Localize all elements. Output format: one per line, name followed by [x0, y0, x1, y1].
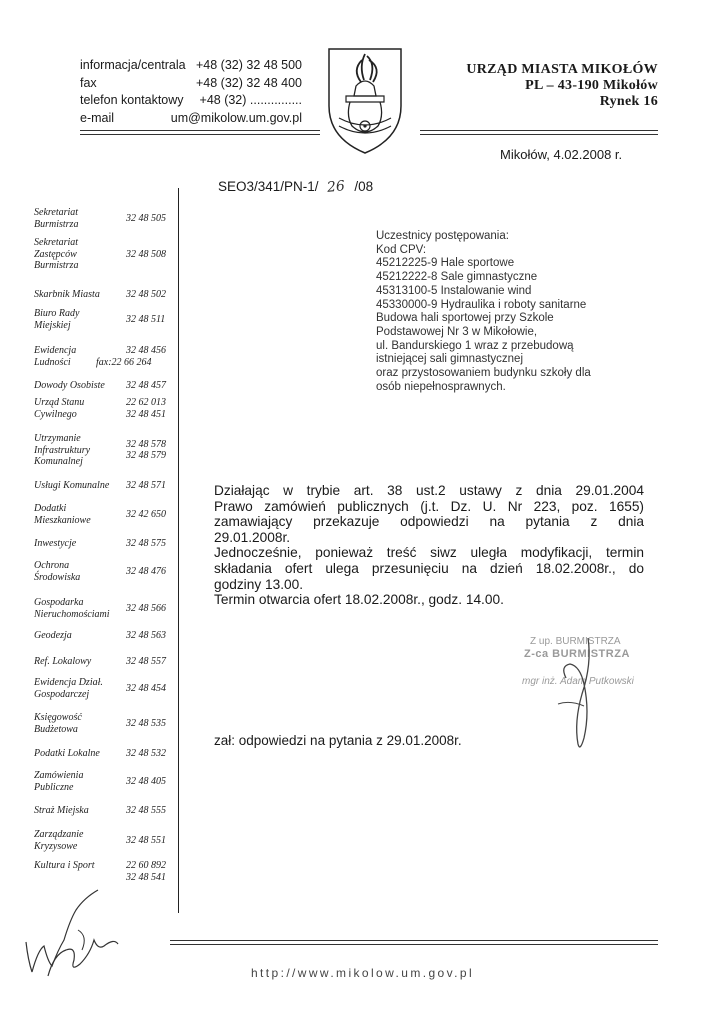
department-name-line: Sekretariat — [34, 237, 79, 248]
body-line: godziny 13.00. — [214, 576, 304, 592]
department-name-line: Sekretariat — [34, 207, 79, 218]
department-phone-line: 32 48 456 — [126, 345, 166, 356]
stamp-line: Z up. BURMISTRZA — [530, 636, 621, 647]
reference-handwritten-number: 26 — [325, 178, 346, 196]
department-name-line: Biuro Rady — [34, 308, 80, 319]
department-phone-line: 32 48 454 — [126, 682, 166, 694]
header-rule — [80, 130, 320, 131]
department-name — [34, 289, 126, 301]
department-name — [34, 712, 126, 735]
department-name-line: Usługi Komunalne — [34, 480, 110, 491]
department-name-line: Zarządzanie — [34, 829, 84, 840]
department-name — [34, 308, 126, 331]
department-phone — [126, 566, 166, 578]
department-phone — [126, 776, 166, 788]
department-name — [34, 860, 126, 872]
recipient-line: 45313100-5 Instalowanie wind — [376, 284, 532, 297]
contact-row — [80, 110, 320, 128]
department-name-line: Ludności — [34, 356, 71, 368]
recipient-line: istniejącej sali gimnastycznej — [376, 353, 524, 366]
body-line: Prawo zamówień publicznych (j.t. Dz. U. Nr 223, poz. 1655) — [214, 498, 644, 514]
department-phone — [126, 380, 166, 392]
department-name-line: Geodezja — [34, 630, 72, 641]
department-phone — [96, 345, 166, 368]
department-phone — [126, 439, 166, 462]
reference-prefix: SEO3/341/PN-1/ — [218, 179, 319, 194]
department-phone — [126, 249, 166, 261]
recipient-line: oraz przystosowaniem budynku szkoły dla — [376, 367, 591, 380]
department-phone — [126, 603, 166, 615]
department-name-line: Mieszkaniowe — [34, 514, 91, 526]
contact-block — [80, 57, 320, 127]
department-phone — [126, 314, 165, 326]
department-name — [34, 829, 126, 852]
contact-value: um@mikolow.um.gov.pl — [170, 110, 302, 125]
department-phone-line: 32 48 511 — [126, 313, 166, 325]
department-phone — [126, 748, 166, 760]
department-name-line: Podatki Lokalne — [34, 748, 100, 759]
department-phone-line: 32 48 532 — [126, 748, 166, 759]
department-name-line: Środowiska — [34, 571, 81, 583]
department-phone — [126, 835, 166, 847]
department-name-line: Miejskiej — [34, 319, 71, 331]
body-line: 29.01.2008r. — [214, 529, 291, 545]
department-phone-line: 32 48 575 — [126, 538, 166, 549]
contact-row — [80, 92, 320, 110]
recipients-block — [376, 230, 666, 394]
department-phone-line: 22 60 892 — [126, 860, 166, 871]
contact-label: informacja/centrala — [80, 58, 186, 72]
department-phone — [126, 805, 166, 817]
recipient-line: 45212225-9 Hale sportowe — [376, 257, 515, 270]
department-name-line: Publiczne — [34, 781, 74, 793]
department-phone — [126, 289, 166, 301]
department-phone — [126, 860, 166, 883]
department-phone-line: 32 48 563 — [126, 630, 166, 641]
reference-suffix: /08 — [354, 179, 374, 194]
contact-value: +48 (32) 32 48 500 — [196, 58, 302, 72]
department-phone-line: 22 62 013 — [126, 397, 166, 408]
department-name-line: Cywilnego — [34, 408, 77, 420]
department-name-line: Ochrona — [34, 560, 70, 571]
department-name — [34, 805, 126, 817]
contact-label: fax — [80, 75, 97, 90]
department-phone — [126, 397, 166, 420]
department-phone-line: 32 48 578 — [126, 438, 166, 450]
city-coat-of-arms-icon — [326, 46, 404, 156]
department-phone-line: 32 48 505 — [126, 212, 166, 224]
department-phone-line: 32 48 535 — [126, 717, 166, 729]
department-name — [34, 770, 126, 793]
department-phone-line: 32 48 557 — [126, 656, 166, 667]
department-name-line: Kultura i Sport — [34, 860, 95, 871]
department-name-line: Ewidencja Dział. — [34, 677, 103, 688]
department-phone — [126, 213, 166, 225]
contact-label: telefon kontaktowy — [80, 93, 184, 107]
department-phone-line: 32 48 451 — [126, 408, 166, 420]
department-name — [34, 748, 126, 760]
stamp-line: mgr inż. Adam Putkowski — [522, 676, 634, 687]
department-name-line: Dowody Osobiste — [34, 380, 105, 391]
department-name-line: Budżetowa — [34, 723, 78, 735]
header-rule — [420, 130, 658, 131]
department-name-line: Utrzymanie — [34, 433, 81, 444]
stamp-line: Z-ca BURMISTRZA — [524, 648, 630, 660]
department-name-line: Zastępców — [34, 248, 77, 260]
department-name — [34, 380, 126, 392]
office-address — [420, 62, 658, 110]
department-phone-line: 32 48 541 — [126, 871, 166, 883]
department-name-line: Straż Miejska — [34, 805, 89, 816]
department-name-line: Dodatki — [34, 503, 67, 514]
footer-url: http://www.mikolow.um.gov.pl — [250, 966, 475, 980]
body-line: Termin otwarcia ofert 18.02.2008r., godz. 14.00. — [214, 592, 504, 608]
footer-rule — [170, 940, 658, 941]
body-line: Działając w trybie art. 38 ust.2 ustawy z dnia 29.01.2004 — [214, 483, 644, 498]
reference-number — [218, 179, 373, 195]
department-name — [34, 538, 126, 550]
department-name — [34, 237, 126, 272]
department-name-line: Ewidencja — [34, 345, 77, 356]
department-phone-line: 32 48 502 — [126, 289, 166, 300]
department-name — [34, 560, 126, 583]
department-phone — [126, 538, 166, 550]
letter-body — [214, 483, 644, 608]
department-name-line: Ref. Lokalowy — [34, 656, 92, 667]
department-phone-line: 32 48 555 — [126, 805, 166, 816]
office-street: Rynek 16 — [599, 94, 658, 109]
department-name — [34, 630, 126, 642]
department-name-line: Zamówienia — [34, 770, 84, 781]
recipient-line: Uczestnicy postępowania: — [376, 230, 509, 242]
body-line: zamawiający przekazuje odpowiedzi na pytania z dnia — [214, 514, 644, 530]
footer-rule — [170, 944, 658, 945]
department-name-line: Księgowość — [34, 712, 82, 723]
department-phone-line: fax:22 66 264 — [96, 356, 152, 368]
header-rule — [80, 134, 320, 135]
department-name — [34, 433, 126, 468]
department-name — [34, 480, 126, 492]
department-name — [34, 656, 126, 668]
sidebar-divider — [178, 188, 179, 913]
contact-label: e-mail — [80, 110, 115, 125]
contact-row — [80, 57, 320, 75]
department-name — [34, 207, 126, 230]
handwritten-signature-icon — [540, 634, 610, 754]
department-phone — [126, 683, 166, 695]
recipient-line: osób niepełnosprawnych. — [376, 380, 506, 393]
department-name-line: Urząd Stanu — [34, 397, 85, 408]
department-name-line: Infrastruktury — [34, 444, 91, 456]
recipient-line: Podstawowej Nr 3 w Mikołowie, — [376, 325, 538, 338]
department-name-line: Burmistrza — [34, 260, 79, 271]
department-phone-line: 32 48 476 — [126, 565, 166, 577]
department-phone-line: 32 48 579 — [126, 450, 166, 462]
department-name-line: Kryzysowe — [34, 840, 78, 852]
department-phone-line: 32 48 551 — [126, 834, 166, 846]
department-phone — [126, 718, 166, 730]
department-phone-line: 32 48 571 — [126, 480, 166, 491]
department-name-line: Inwestycje — [34, 538, 77, 549]
department-name — [34, 397, 126, 420]
department-name-line: Komunalnej — [34, 456, 83, 467]
department-name-line: Gospodarczej — [34, 688, 90, 700]
department-phone — [126, 656, 166, 668]
office-postcode: PL – 43-190 Mikołów — [525, 78, 658, 93]
department-phone-line: 32 48 405 — [126, 775, 166, 787]
contact-value: +48 (32) 32 48 400 — [196, 75, 302, 90]
department-phone — [126, 480, 166, 492]
department-name-line: Gospodarka — [34, 597, 84, 608]
department-name — [34, 677, 126, 700]
department-name-line: Burmistrza — [34, 218, 79, 230]
department-name-line: Nieruchomościami — [34, 608, 110, 620]
recipient-line: 45212222-8 Sale gimnastyczne — [376, 271, 538, 284]
department-name — [34, 597, 126, 620]
department-name-line: Skarbnik Miasta — [34, 289, 100, 300]
department-phone — [126, 509, 166, 521]
recipient-line: 45330000-9 Hydraulika i roboty sanitarne — [376, 298, 587, 311]
department-phone — [126, 630, 166, 642]
header-rule — [420, 134, 658, 135]
handwritten-initials-icon — [18, 880, 128, 980]
department-phone-line: 32 42 650 — [126, 508, 166, 520]
recipient-line: Budowa hali sportowej przy Szkole — [376, 312, 554, 325]
contact-value: +48 (32) ............... — [199, 93, 302, 107]
department-phone-line: 32 48 457 — [126, 380, 166, 391]
office-name: URZĄD MIASTA MIKOŁÓW — [466, 62, 658, 77]
date-city: Mikołów, 4.02.2008 r. — [500, 147, 623, 162]
recipient-line: Kod CPV: — [376, 243, 427, 256]
department-phone-line: 32 48 508 — [126, 248, 166, 260]
body-line: składania ofert ulega przesunięciu na dzień 18.02.2008r., do — [214, 560, 644, 576]
department-name — [34, 503, 126, 526]
contact-row — [80, 75, 320, 93]
recipient-line: ul. Bandurskiego 1 wraz z przebudową — [376, 339, 574, 352]
department-phone-line: 32 48 566 — [126, 602, 166, 614]
body-line: Jednocześnie, ponieważ treść siwz uległa modyfikacji, termin — [214, 545, 644, 561]
attachment-note: zał: odpowiedzi na pytania z 29.01.2008r. — [214, 733, 462, 748]
